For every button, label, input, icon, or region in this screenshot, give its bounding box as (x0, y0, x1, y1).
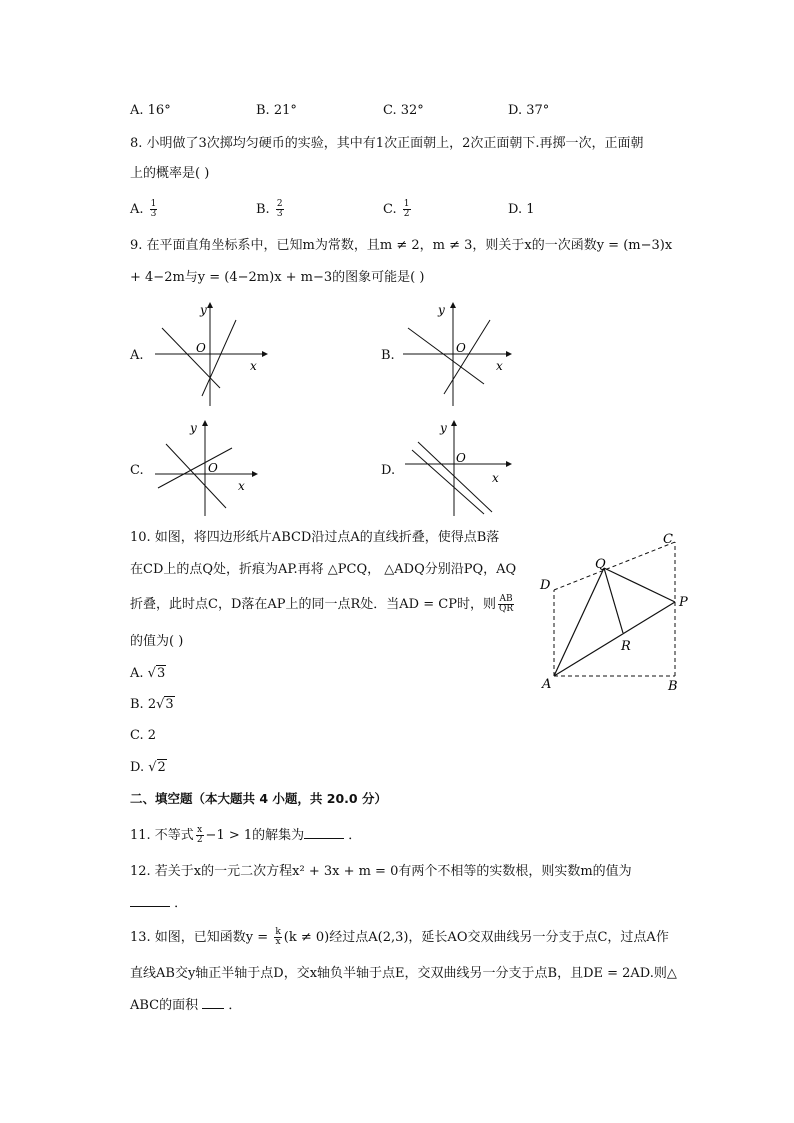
q9-option-d-label: D. (381, 463, 396, 478)
q12-end: ． (170, 896, 188, 911)
option-label: A. (130, 666, 144, 681)
q9-graph-a (150, 298, 270, 410)
fraction-x-2: $\frac{x}{2}$ (196, 825, 203, 845)
option-value: 2 (147, 728, 157, 743)
q11-end: ． (344, 828, 362, 843)
q8-option-b (256, 200, 286, 220)
answer-blank[interactable] (304, 826, 344, 839)
origin-label: O (456, 451, 466, 465)
option-label: C. (383, 202, 397, 217)
q9-option-a-label: A. (130, 348, 144, 363)
point-r-label: R (621, 639, 631, 654)
q8-option-a (130, 200, 159, 220)
option-label: D. (130, 760, 145, 775)
coefficient: 2 (147, 697, 157, 712)
origin-label: O (208, 461, 218, 475)
q9-stem-line2: + 4−2m与y = (4−2m)x + m−3的图象可能是( ) (130, 270, 425, 285)
point-q-label: Q (595, 557, 606, 572)
q13-stem-line2: 直线AB交y轴正半轴于点D，交x轴负半轴于点E，交双曲线另一分支于点B，且DE = 2AD.则△ (130, 966, 677, 981)
q10-stem-line3-text: 折叠，此时点C，D落在AP上的同一点R处．当AD = CP时，则 (130, 597, 496, 612)
q11-stem (130, 826, 361, 846)
q10-fold-figure (535, 528, 695, 698)
fraction-k-x: $\frac{k}{x}$ (275, 927, 281, 947)
q12-stem-line1: 12. 若关于x的一元二次方程x² + 3x + m = 0有两个不相等的实数根，则实数m的值为 (130, 864, 632, 879)
q8-option-c (383, 200, 413, 220)
y-axis-label: y (190, 421, 197, 435)
q9-option-b-label: B. (381, 348, 395, 363)
point-d-label: D (540, 578, 551, 593)
q8-stem-line1: 8. 小明做了3次掷均匀硬币的实验，其中有1次正面朝上，2次正面朝下.再掷一次，正面朝 (130, 136, 644, 151)
q9-graph-d (400, 416, 520, 520)
fraction: $\frac{1}{2}$ (403, 199, 410, 219)
origin-label: O (456, 341, 466, 355)
fraction: $\frac{2}{3}$ (276, 199, 283, 219)
q13-prefix: 13. 如图，已知函数y = (130, 930, 273, 945)
section-title-fill-in: 二、填空题（本大题共 4 小题，共 20.0 分） (130, 791, 387, 806)
q10-option-c (130, 726, 156, 746)
q7-option-a: A. 16° (130, 103, 171, 118)
sqrt-expression: √2 (148, 760, 166, 775)
point-a-label: A (542, 677, 552, 692)
option-label: D. (508, 202, 523, 217)
sqrt-expression: √3 (156, 697, 174, 712)
q11-prefix: 11. 不等式 (130, 828, 194, 843)
option-label: A. (130, 202, 144, 217)
q8-stem-line2: 上的概率是( ) (130, 166, 210, 181)
y-axis-label: y (440, 421, 447, 435)
q9-graph-c (150, 416, 270, 520)
origin-label: O (196, 341, 206, 355)
answer-blank[interactable] (130, 894, 170, 907)
q13-line3-text: ABC的面积 (130, 998, 199, 1013)
q10-stem-line1: 10. 如图，将四边形纸片ABCD沿过点A的直线折叠，使得点B落 (130, 530, 500, 545)
point-p-label: P (679, 595, 688, 610)
point-c-label: C (663, 532, 673, 547)
fraction-ab-qr: $\frac{AB}{QR}$ (498, 594, 514, 614)
x-axis-label: x (238, 479, 245, 493)
y-axis-label: y (200, 303, 207, 317)
q12-stem-line2 (130, 894, 187, 914)
q11-suffix: −1 > 1的解集为 (205, 828, 305, 843)
q13-stem-line1 (130, 928, 669, 948)
x-axis-label: x (492, 471, 499, 485)
q9-graph-b (398, 298, 518, 410)
q10-stem-line4: 的值为( ) (130, 634, 184, 649)
q10-stem-line2: 在CD上的点Q处，折痕为AP.再将 △PCQ， △ADQ分别沿PQ，AQ (130, 562, 517, 577)
point-b-label: B (668, 679, 678, 694)
q7-option-c: C. 32° (383, 103, 424, 118)
q10-option-a (130, 664, 166, 684)
q7-option-d: D. 37° (508, 103, 550, 118)
q13-stem-line3 (130, 996, 241, 1016)
q9-stem-line1: 9. 在平面直角坐标系中，已知m为常数，且m ≠ 2，m ≠ 3，则关于x的一次函数y = (m−3)x (130, 238, 673, 253)
answer-blank[interactable] (202, 996, 224, 1009)
q10-stem-line3 (130, 595, 516, 615)
option-label: B. (130, 697, 144, 712)
q13-suffix: (k ≠ 0)经过点A(2,3)，延长AO交双曲线另一分支于点C，过点A作 (283, 930, 669, 945)
y-axis-label: y (438, 303, 445, 317)
option-label: B. (256, 202, 270, 217)
fraction: $\frac{1}{3}$ (150, 199, 157, 219)
q9-option-c-label: C. (130, 463, 144, 478)
q10-option-d (130, 758, 167, 778)
x-axis-label: x (250, 359, 257, 373)
q8-option-d (508, 200, 535, 220)
option-value: 1 (526, 202, 535, 217)
x-axis-label: x (496, 359, 503, 373)
sqrt-expression: √3 (147, 666, 166, 681)
q7-option-b: B. 21° (256, 103, 297, 118)
option-label: C. (130, 728, 144, 743)
q13-end: ． (224, 998, 242, 1013)
q10-option-b (130, 695, 175, 715)
